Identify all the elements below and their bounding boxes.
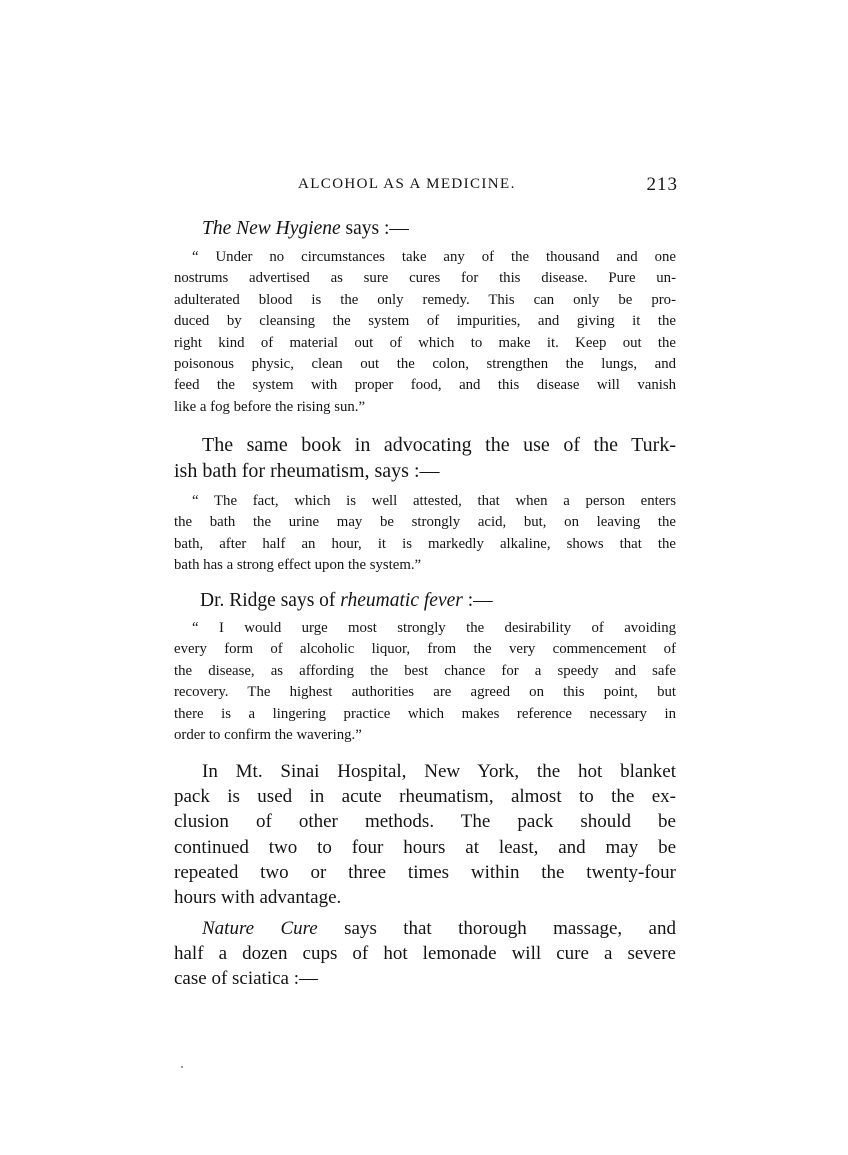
quote-line: recovery. The highest authorities are agreed on this point, but xyxy=(174,684,676,701)
quote-line: “ The fact, which is well attested, that when a person enters xyxy=(192,493,676,509)
quote-line: adulterated blood is the only remedy. This can only be pro- xyxy=(174,291,676,308)
quote-line: bath has a strong effect upon the system.” xyxy=(174,557,422,574)
paragraph-line: hours with advantage. xyxy=(174,887,342,909)
paragraph-nature-cure xyxy=(174,916,676,992)
intro-dr-ridge xyxy=(174,588,676,614)
quote-line: every form of alcoholic liquor, from the very commencement of xyxy=(174,641,676,658)
says-text: says :— xyxy=(340,218,409,239)
quote-line: there is a lingering practice which makes reference necessary in xyxy=(174,705,676,722)
quote-line: like a fog before the rising sun.” xyxy=(174,398,366,415)
quote-line: nostrums advertised as sure cures for this disease. Pure un- xyxy=(174,270,676,287)
paragraph-line: repeated two or three times within the twenty-four xyxy=(174,861,676,883)
quote-line: right kind of material out of which to make it. Keep out the xyxy=(174,334,676,351)
paragraph-line: clusion of other methods. The pack should be xyxy=(174,811,676,833)
quote-line: “ Under no circumstances take any of the thousand and one xyxy=(192,249,676,265)
source-title: The New Hygiene xyxy=(202,218,341,239)
quote-line: bath, after half an hour, it is markedly alkaline, shows that the xyxy=(174,535,676,552)
paragraph-line: case of sciatica :— xyxy=(174,968,319,990)
nature-cure-title: Nature Cure xyxy=(202,918,318,939)
ridge-prefix: Dr. Ridge says of xyxy=(200,590,341,611)
ridge-topic: rheumatic fever xyxy=(340,590,463,611)
paragraph-line: pack is used in acute rheumatism, almost to the ex- xyxy=(174,786,676,808)
quote-line: duced by cleansing the system of impurities, and giving it the xyxy=(174,313,676,330)
quote-line: poisonous physic, clean out the colon, strengthen the lungs, and xyxy=(174,356,676,373)
paragraph-turkish-bath xyxy=(174,432,676,484)
paragraph-line: ish bath for rheumatism, says :— xyxy=(174,460,440,482)
intro-new-hygiene xyxy=(174,216,676,242)
paragraph-line xyxy=(174,916,676,941)
paragraph-line: The same book in advocating the use of the Turk- xyxy=(202,434,676,456)
running-title: ALCOHOL AS A MEDICINE. xyxy=(298,176,516,192)
quote-line: “ I would urge most strongly the desirability of avoiding xyxy=(192,620,676,636)
paragraph-mt-sinai xyxy=(174,759,676,910)
page-number: 213 xyxy=(646,174,678,195)
paragraph-line: continued two to four hours at least, and may be xyxy=(174,836,676,858)
quote-dr-ridge xyxy=(174,618,676,746)
paragraph-line: half a dozen cups of hot lemonade will cure a severe xyxy=(174,943,676,965)
quote-line: order to confirm the wavering.” xyxy=(174,727,362,744)
quote-line: the disease, as affording the best chance for a speedy and safe xyxy=(174,662,676,679)
running-header xyxy=(298,174,678,198)
nature-cure-rest: says that thorough massage, and xyxy=(317,918,676,939)
ridge-suffix: :— xyxy=(462,590,493,611)
ink-speck xyxy=(181,1066,183,1068)
quote-line: the bath the urine may be strongly acid, but, on leaving the xyxy=(174,514,676,531)
paragraph-line: In Mt. Sinai Hospital, New York, the hot blanket xyxy=(202,761,676,782)
quote-new-hygiene xyxy=(174,247,676,418)
quote-line: feed the system with proper food, and this disease will vanish xyxy=(174,377,676,394)
quote-turkish-bath xyxy=(174,491,676,577)
